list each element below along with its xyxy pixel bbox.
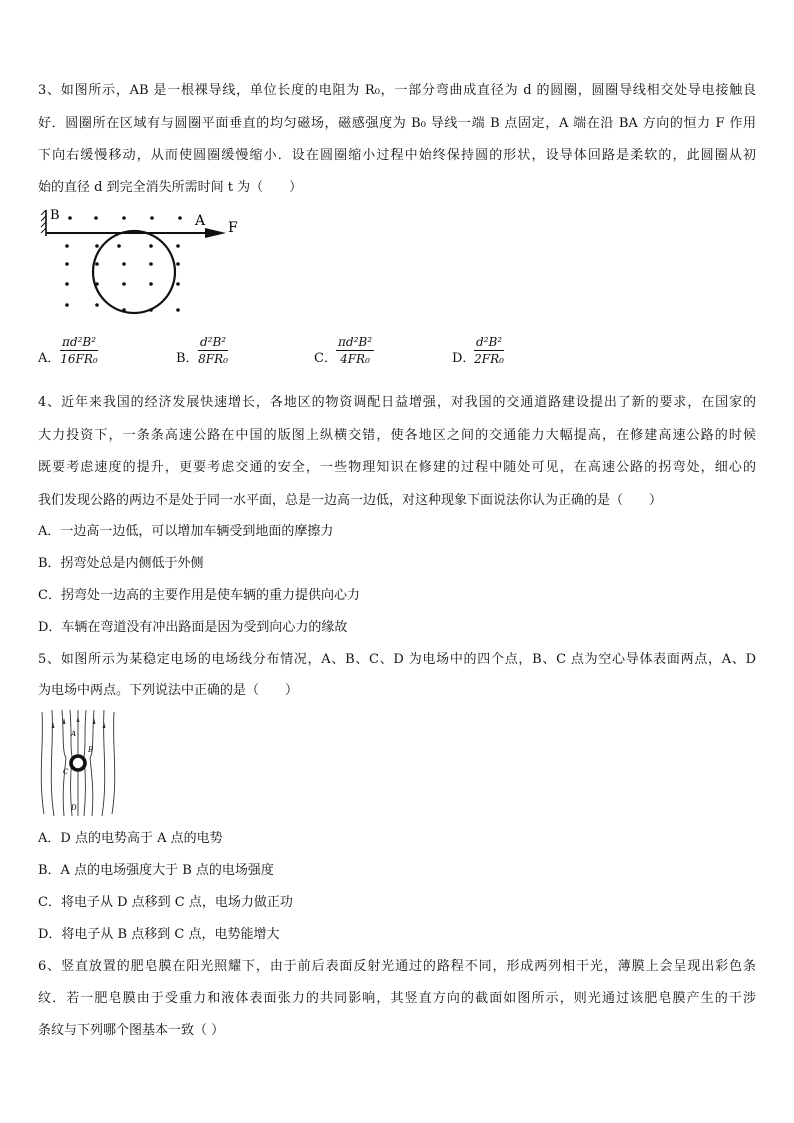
q6-line-1: 6、竖直放置的肥皂膜在阳光照耀下，由于前后表面反射光通过的路程不同，形成两列相干光，薄膜上会呈现出彩色条 — [38, 959, 756, 974]
q3-line-4: 始的直径 d 到完全消失所需时间 t 为（ ） — [38, 180, 303, 195]
q4-option-a[interactable]: A．一边高一边低，可以增加车辆受到地面的摩擦力 — [38, 524, 334, 539]
q5-option-d[interactable]: D．将电子从 B 点移到 C 点，电势能增大 — [38, 927, 280, 942]
option-fraction: πd²B² 4FR₀ — [338, 335, 373, 366]
label-F: F — [228, 220, 238, 236]
q4-option-d[interactable]: D．车辆在弯道没有冲出路面是因为受到向心力的缘故 — [38, 620, 348, 635]
q3-line-3: 下向右缓慢移动，从而使圆圈缓慢缩小．设在圆圈缩小过程中始终保持圆的形状，设导体回路是柔软的，此圆圈从初 — [38, 148, 756, 163]
q4-line-3: 既要考虑速度的提升，更要考虑交通的安全，一些物理知识在修建的过程中随处可见，在高速公路的拐弯处，细心的 — [38, 460, 756, 475]
option-label: D． — [452, 351, 476, 366]
q5-electric-field-figure — [40, 706, 116, 818]
label-D: D — [71, 804, 77, 812]
label-C: C — [63, 768, 69, 776]
q3-magnetic-field-figure — [40, 206, 250, 324]
q5-option-c[interactable]: C．将电子从 D 点移到 C 点，电场力做正功 — [38, 895, 293, 910]
q4-line-1: 4、近年来我国的经济发展快速增长，各地区的物资调配日益增强，对我国的交通道路建设提出了新的要求，在国家的 — [38, 395, 756, 410]
q3-line-1: 3、如图所示，AB 是一根裸导线，单位长度的电阻为 R₀，一部分弯曲成直径为 d 的圆圈，圆圈导线相交处导电接触良 — [38, 83, 756, 98]
option-fraction: d²B² 8FR₀ — [198, 335, 228, 366]
option-label: A． — [38, 351, 61, 366]
label-A: A — [71, 730, 77, 738]
q4-line-4: 我们发现公路的两边不是处于同一水平面，总是一边高一边低，对这种现象下面说法你认为正确的是（ ） — [38, 493, 663, 508]
q3-line-2: 好．圆圈所在区域有与圆圈平面垂直的均匀磁场，磁感强度为 B₀ 导线一端 B 点固定，A 端在沿 BA 方向的恒力 F 作用 — [38, 116, 756, 131]
q6-line-3: 条纹与下列哪个图基本一致（ ） — [38, 1023, 225, 1038]
q5-option-b[interactable]: B．A 点的电场强度大于 B 点的电场强度 — [38, 863, 274, 878]
label-B: B — [50, 208, 60, 223]
option-fraction: πd²B² 16FR₀ — [60, 335, 98, 366]
q4-line-2: 大力投资下，一条条高速公路在中国的版图上纵横交错，使各地区之间的交通能力大幅提高，在修建高速公路的时候 — [38, 428, 756, 443]
label-A: A — [195, 213, 206, 229]
q6-line-2: 纹．若一肥皂膜由于受重力和液体表面张力的共同影响，其竖直方向的截面如图所示，则光通过该肥皂膜产生的干涉 — [38, 991, 756, 1006]
option-label: C． — [314, 351, 337, 366]
option-label: B． — [176, 351, 199, 366]
q4-option-c[interactable]: C．拐弯处一边高的主要作用是使车辆的重力提供向心力 — [38, 588, 360, 603]
q5-option-a[interactable]: A．D 点的电势高于 A 点的电势 — [38, 831, 223, 846]
q4-option-b[interactable]: B．拐弯处总是内侧低于外侧 — [38, 556, 204, 571]
option-fraction: d²B² 2FR₀ — [474, 335, 504, 366]
q5-line-1: 5、如图所示为某稳定电场的电场线分布情况，A、B、C、D 为电场中的四个点，B、C 点为空心导体表面两点，A、D — [38, 652, 756, 667]
label-B: B — [88, 746, 94, 754]
q5-line-2: 为电场中两点。下列说法中正确的是（ ） — [38, 683, 299, 698]
